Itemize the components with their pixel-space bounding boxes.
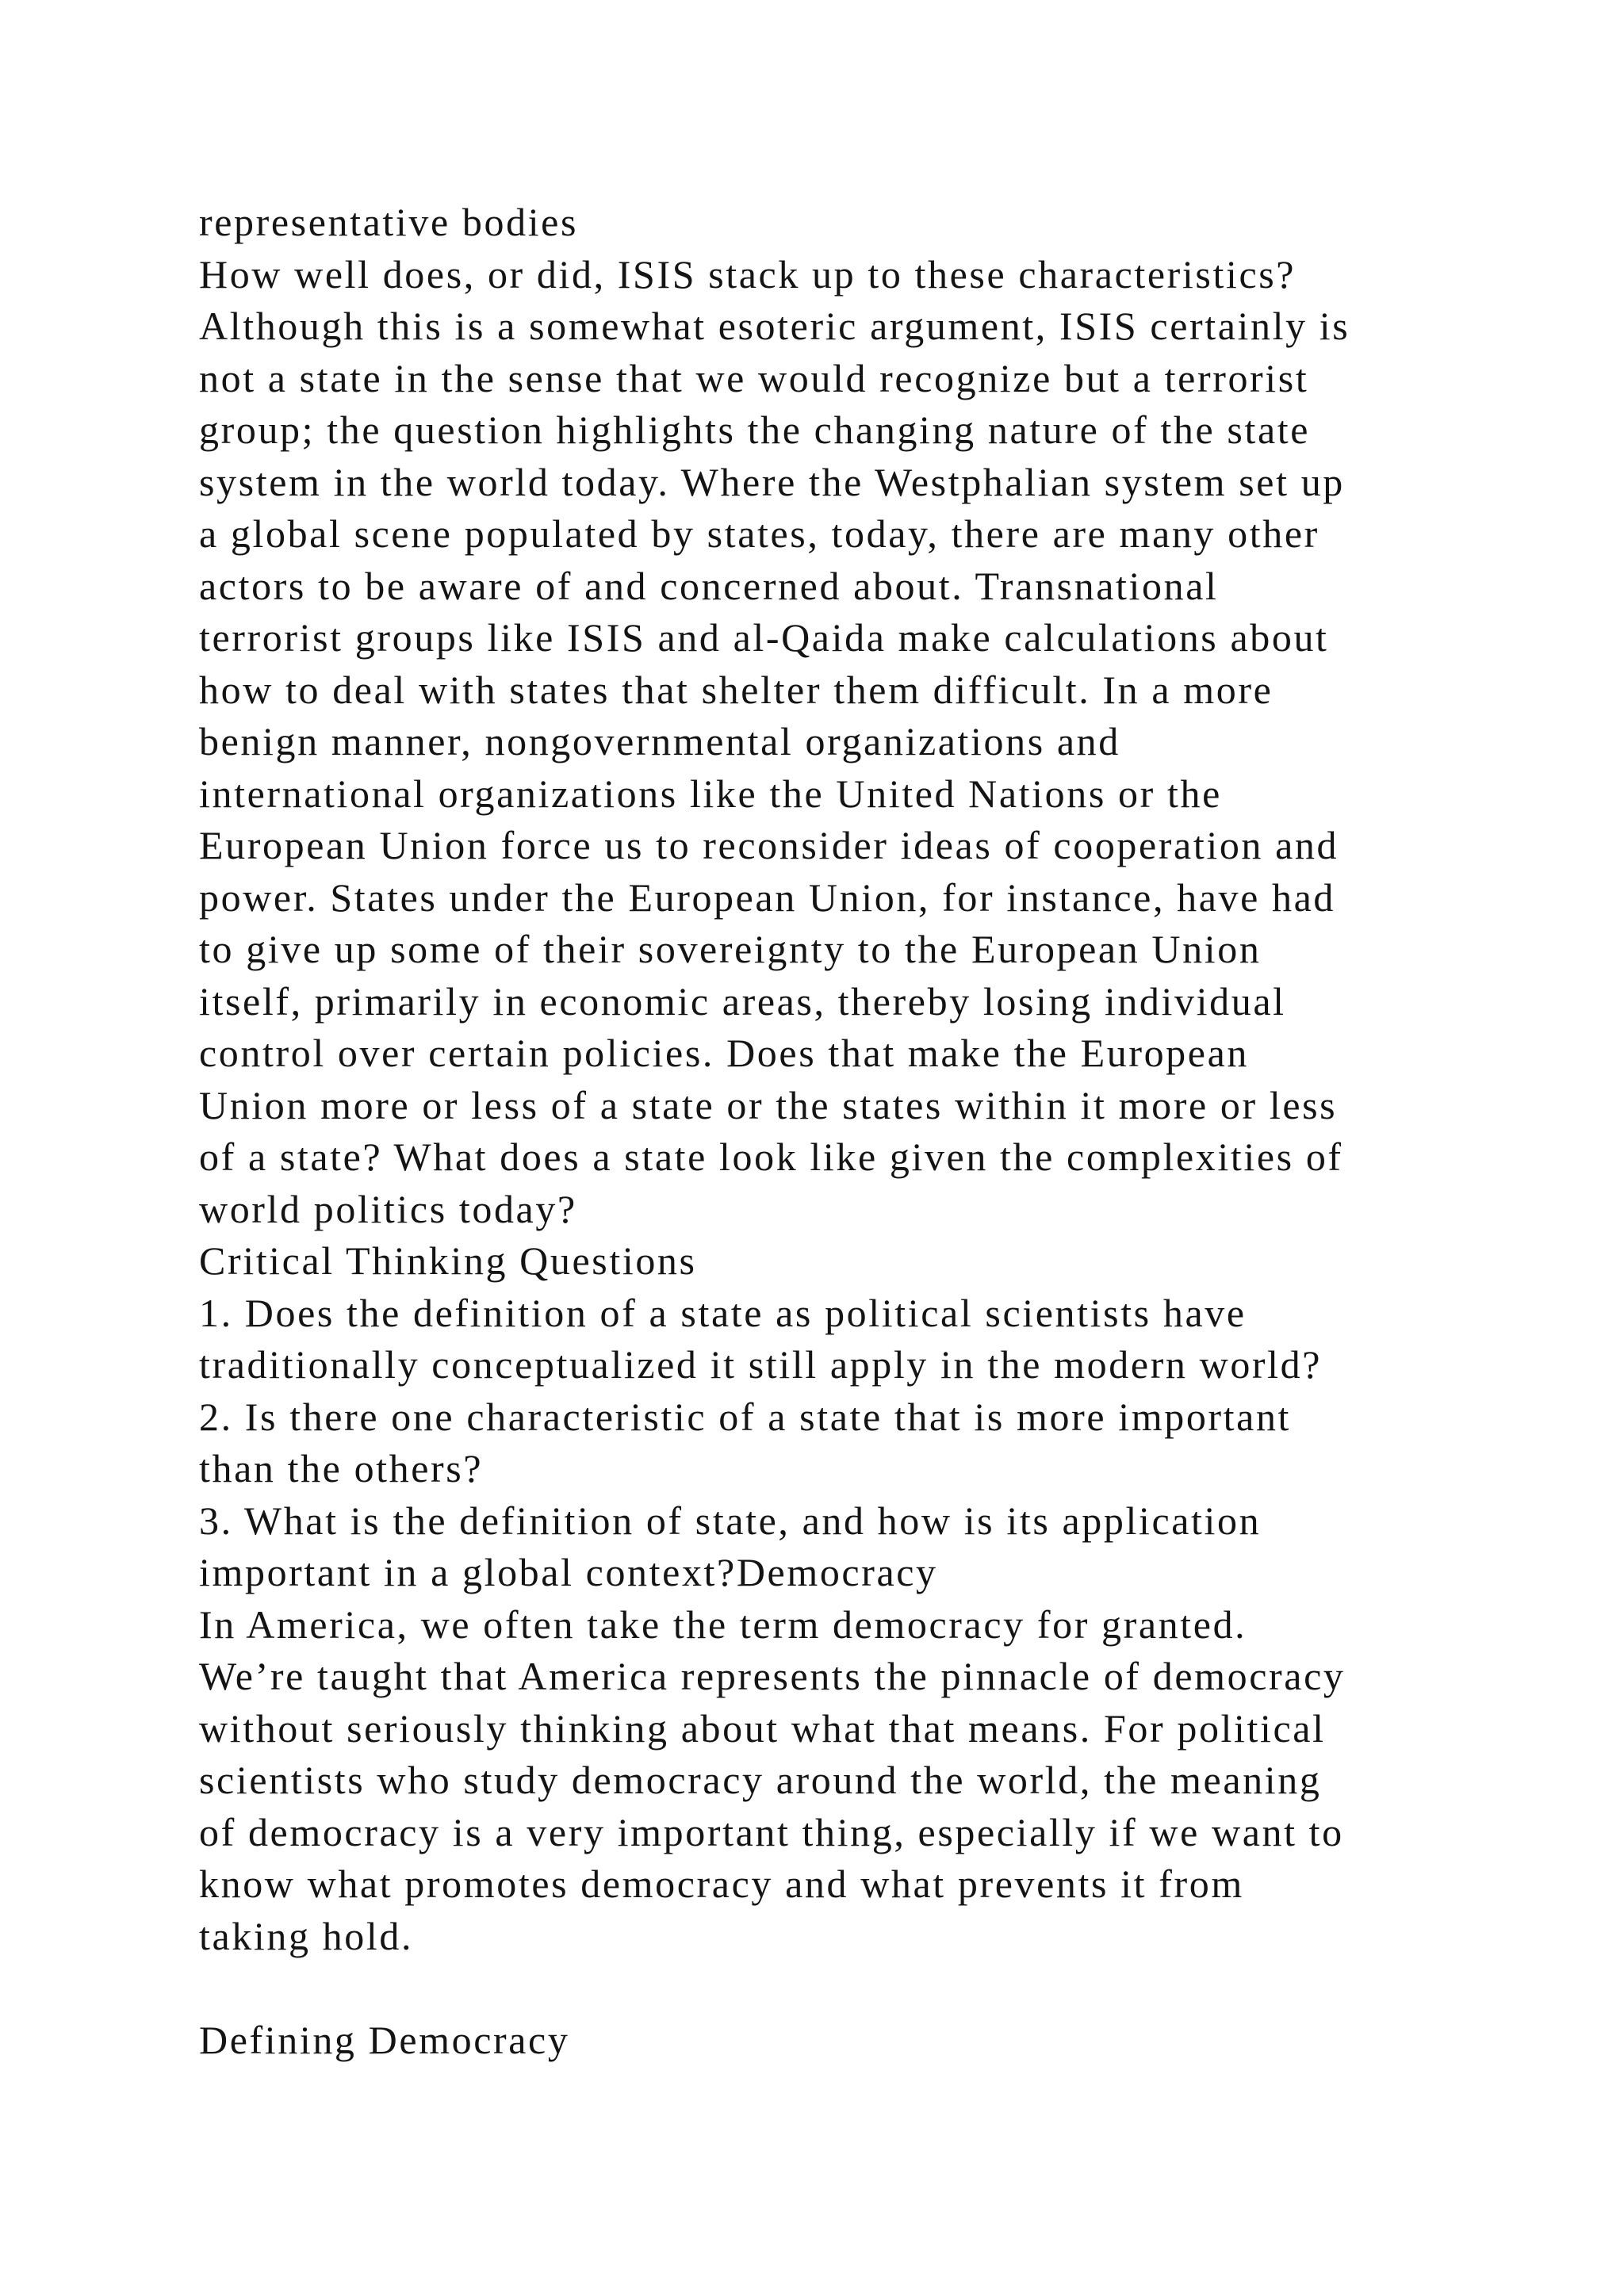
section-heading: Defining Democracy bbox=[199, 2017, 570, 2062]
text-line: than the others? bbox=[199, 1446, 484, 1490]
text-line: traditionally conceptualized it still apply in the modern world? bbox=[199, 1342, 1323, 1387]
text-line: know what promotes democracy and what prevents it from bbox=[199, 1862, 1244, 1906]
question-item: 2. Is there one characteristic of a state that is more important bbox=[199, 1394, 1292, 1439]
text-line: scientists who study democracy around the world, the meaning bbox=[199, 1758, 1322, 1802]
text-line: How well does, or did, ISIS stack up to these characteristics? bbox=[199, 251, 1297, 297]
text-line: We’re taught that America represents the pinnacle of democracy bbox=[199, 1654, 1346, 1698]
text-line: taking hold. bbox=[199, 1913, 414, 1958]
text-line: itself, primarily in economic areas, thereby losing individual bbox=[199, 978, 1286, 1024]
document-body bbox=[199, 197, 1547, 2066]
text-line: group; the question highlights the changing nature of the state bbox=[199, 408, 1311, 452]
text-line: Union more or less of a state or the states within it more or less bbox=[199, 1082, 1338, 1127]
text-line: international organizations like the United Nations or the bbox=[199, 771, 1222, 816]
question-item: 3. What is the definition of state, and how is its application bbox=[199, 1498, 1262, 1543]
text-line: power. States under the European Union, for instance, have had bbox=[199, 874, 1336, 920]
text-line: control over certain policies. Does that make the European bbox=[199, 1031, 1249, 1075]
text-line: actors to be aware of and concerned about. Transnational bbox=[199, 563, 1219, 608]
text-line: how to deal with states that shelter them difficult. In a more bbox=[199, 667, 1274, 712]
text-line: benign manner, nongovernmental organizations and bbox=[199, 719, 1120, 763]
question-item: 1. Does the definition of a state as political scientists have bbox=[199, 1290, 1247, 1335]
text-line: representative bodies bbox=[199, 200, 579, 244]
text-line: system in the world today. Where the Westphalian system set up bbox=[199, 459, 1345, 504]
text-line: of a state? What does a state look like given the complexities of bbox=[199, 1135, 1343, 1179]
text-line: important in a global context?Democracy bbox=[199, 1550, 938, 1594]
text-line: not a state in the sense that we would recognize but a terrorist bbox=[199, 355, 1309, 400]
text-line: In America, we often take the term democracy for granted. bbox=[199, 1601, 1247, 1647]
text-line: terrorist groups like ISIS and al-Qaida make calculations about bbox=[199, 615, 1329, 660]
text-line: to give up some of their sovereignty to the European Union bbox=[199, 927, 1262, 971]
text-line: without seriously thinking about what that means. For political bbox=[199, 1705, 1326, 1751]
blank-line bbox=[199, 1962, 1547, 2015]
text-line: of democracy is a very important thing, especially if we want to bbox=[199, 1809, 1344, 1854]
text-line: a global scene populated by states, today, there are many other bbox=[199, 511, 1320, 556]
section-heading: Critical Thinking Questions bbox=[199, 1238, 697, 1283]
text-line: European Union force us to reconsider ideas of cooperation and bbox=[199, 823, 1339, 867]
text-line: world politics today? bbox=[199, 1186, 577, 1231]
text-line: Although this is a somewhat esoteric argument, ISIS certainly is bbox=[199, 304, 1350, 348]
